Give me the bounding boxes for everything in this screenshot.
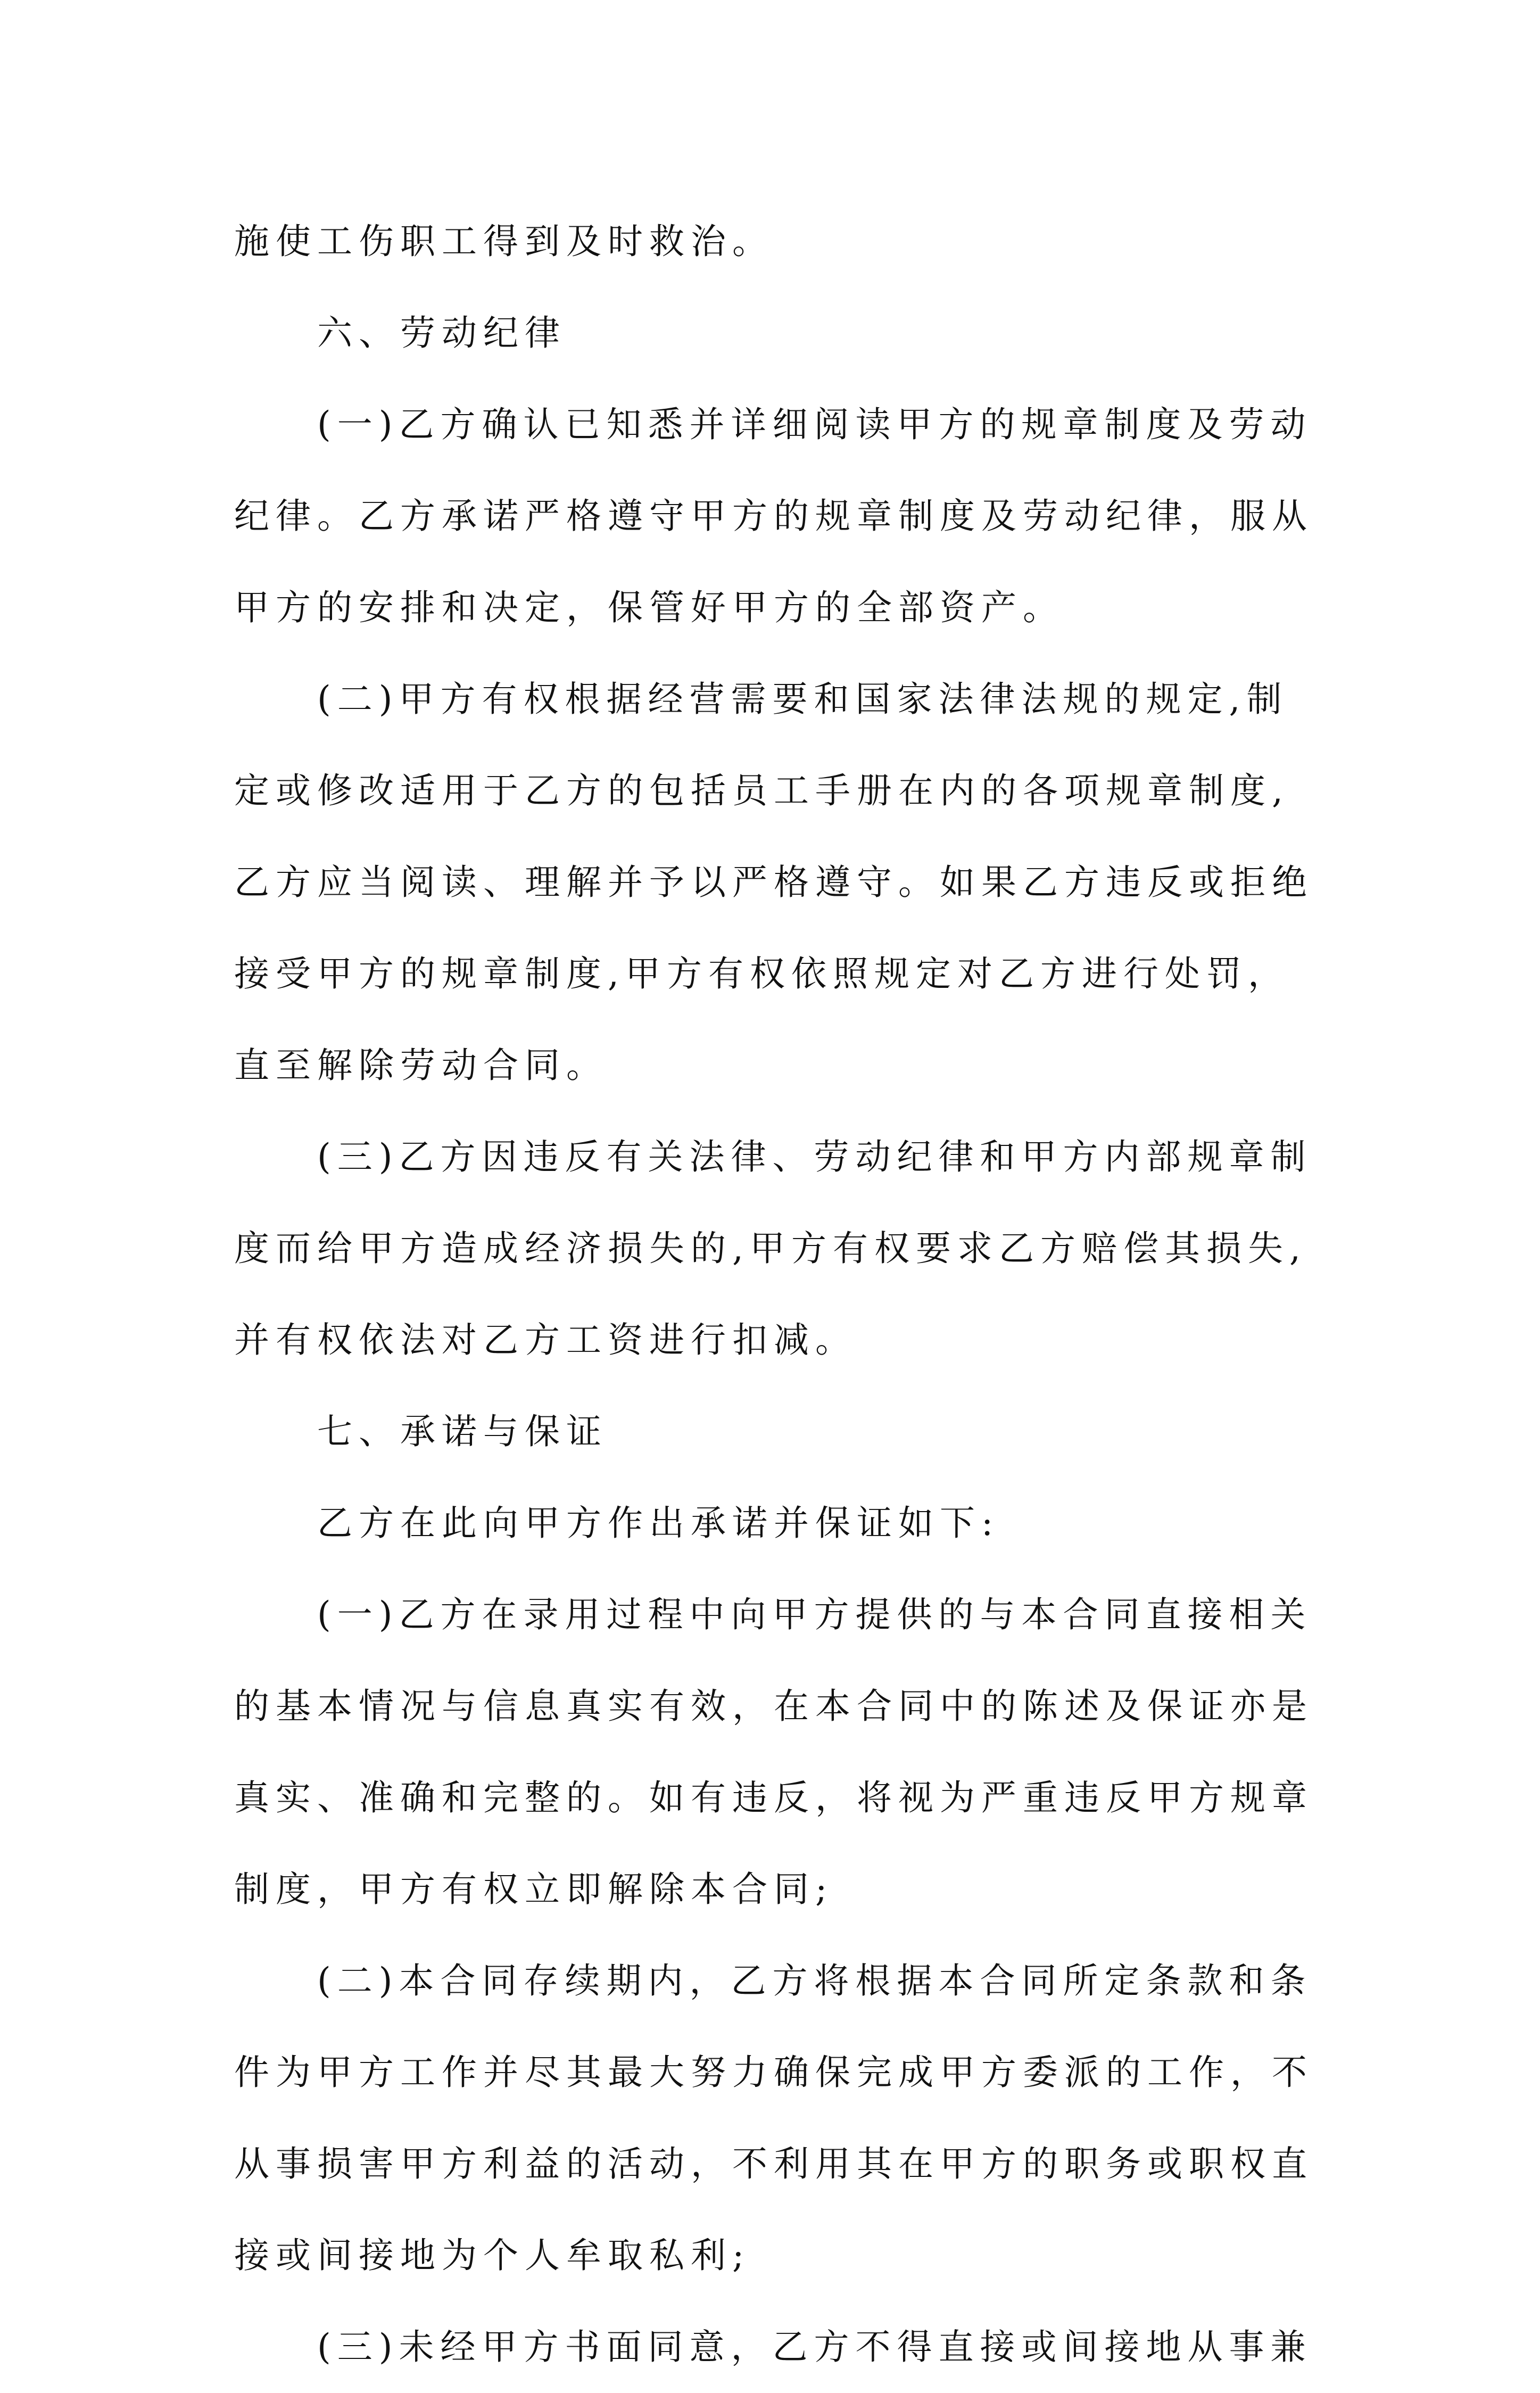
section-heading-labor-discipline: 六、劳动纪律 xyxy=(317,312,566,353)
text-line: (二)本合同存续期内，乙方将根据本合同所定条款和条 xyxy=(317,1960,1312,2001)
text-line: 接受甲方的规章制度,甲方有权依照规定对乙方进行处罚， xyxy=(234,953,1289,994)
text-line: 从事损害甲方利益的活动，不利用其在甲方的职务或职权直 xyxy=(234,2143,1313,2184)
text-line: 并有权依法对乙方工资进行扣减。 xyxy=(234,1319,857,1360)
section-heading-commitments: 七、承诺与保证 xyxy=(317,1411,608,1452)
text-line: 制度，甲方有权立即解除本合同; xyxy=(234,1869,834,1910)
text-line: 真实、准确和完整的。如有违反，将视为严重违反甲方规章 xyxy=(234,1777,1313,1818)
text-line: 定或修改适用于乙方的包括员工手册在内的各项规章制度, xyxy=(234,770,1289,811)
text-line: (一)乙方在录用过程中向甲方提供的与本合同直接相关 xyxy=(317,1594,1312,1635)
text-line: 度而给甲方造成经济损失的,甲方有权要求乙方赔偿其损失, xyxy=(234,1228,1307,1269)
text-line: 直至解除劳动合同。 xyxy=(234,1045,608,1086)
text-line: 乙方应当阅读、理解并予以严格遵守。如果乙方违反或拒绝 xyxy=(234,862,1313,903)
text-line: 纪律。乙方承诺严格遵守甲方的规章制度及劳动纪律，服从 xyxy=(234,496,1313,537)
text-line: 接或间接地为个人牟取私利; xyxy=(234,2235,751,2276)
text-line: 乙方在此向甲方作出承诺并保证如下: xyxy=(317,1503,1000,1544)
text-line: 甲方的安排和决定，保管好甲方的全部资产。 xyxy=(234,587,1064,628)
text-line: 施使工伤职工得到及时救治。 xyxy=(234,221,774,262)
text-line: (二)甲方有权根据经营需要和国家法律法规的规定,制 xyxy=(317,679,1288,720)
text-line: 的基本情况与信息真实有效，在本合同中的陈述及保证亦是 xyxy=(234,1686,1313,1727)
text-line: (三)未经甲方书面同意，乙方不得直接或间接地从事兼 xyxy=(317,2326,1312,2367)
document-body xyxy=(234,196,1320,2393)
text-line: (三)乙方因违反有关法律、劳动纪律和甲方内部规章制 xyxy=(317,1136,1312,1177)
text-line: 件为甲方工作并尽其最大努力确保完成甲方委派的工作，不 xyxy=(234,2052,1313,2093)
text-line: (一)乙方确认已知悉并详细阅读甲方的规章制度及劳动 xyxy=(317,404,1312,445)
